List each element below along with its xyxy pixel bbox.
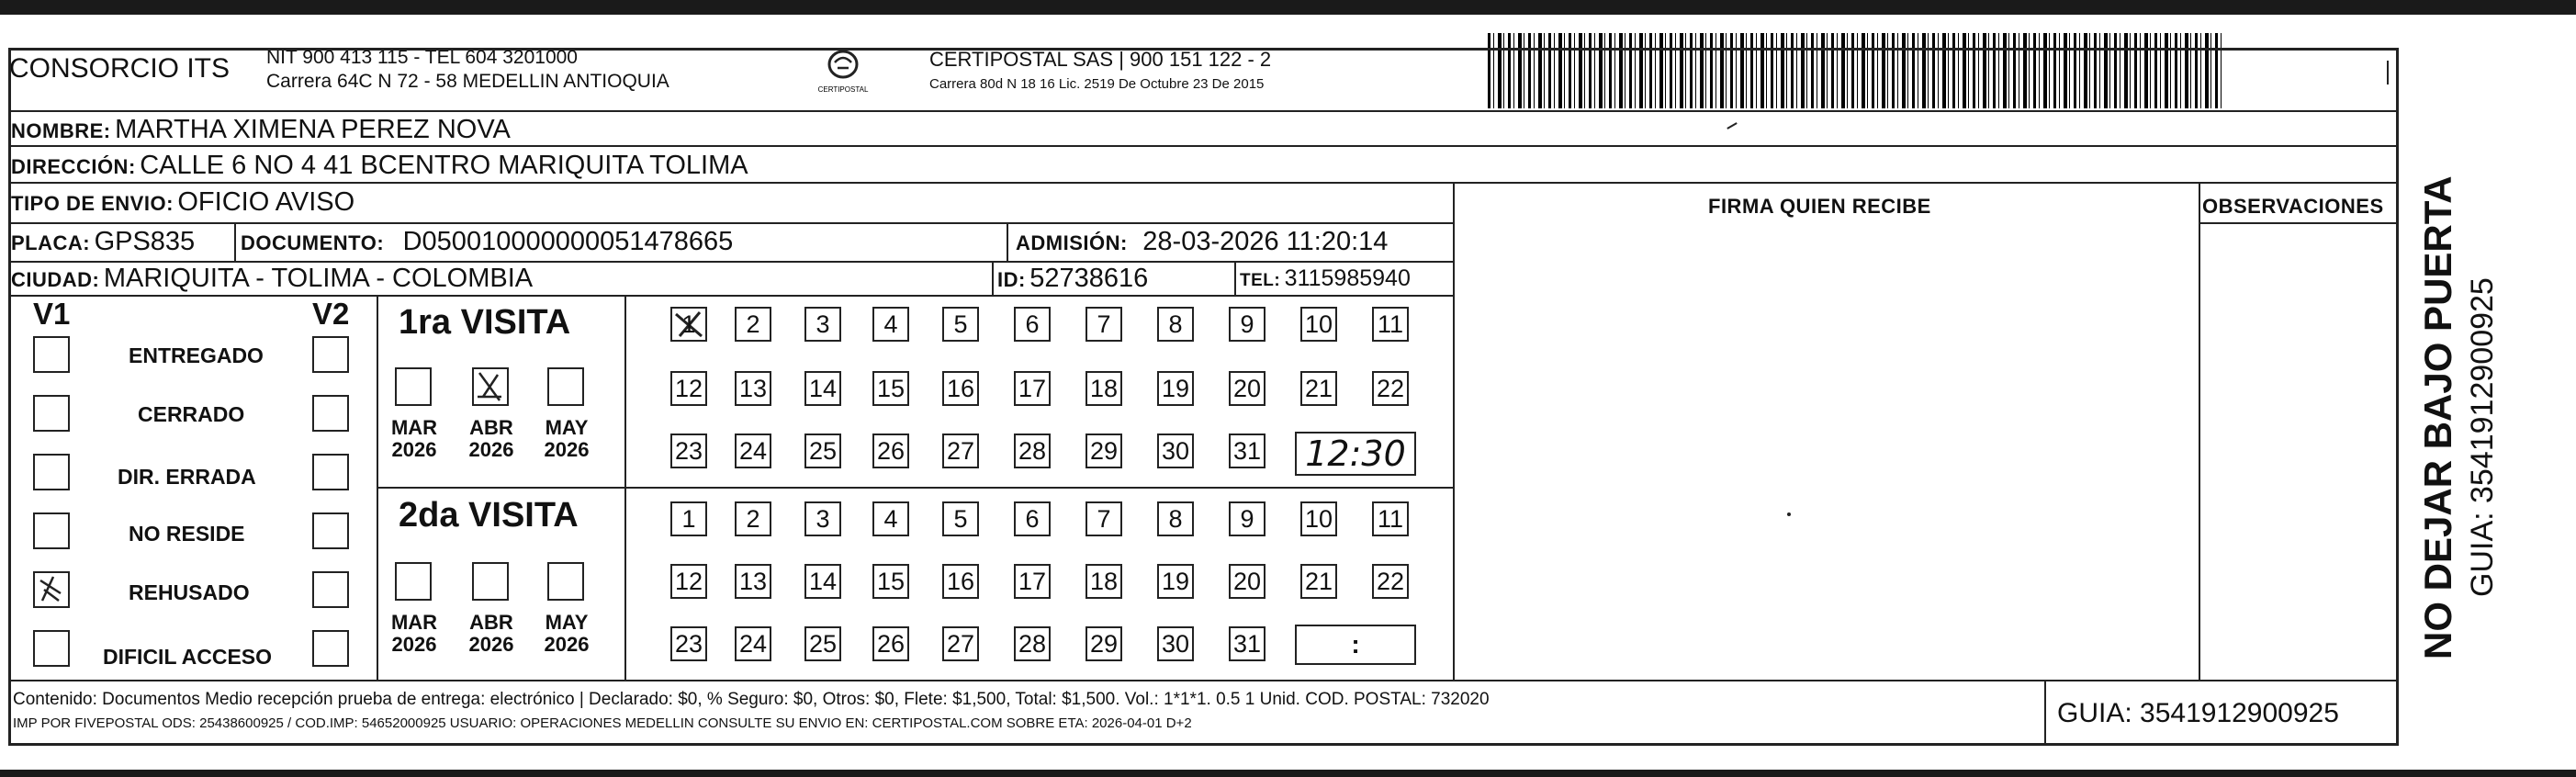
visit2-day-7[interactable]: 7 bbox=[1086, 501, 1122, 536]
ciudad-value: MARIQUITA - TOLIMA - COLOMBIA bbox=[103, 264, 534, 293]
v1-no-reside-checkbox[interactable] bbox=[33, 512, 70, 549]
id-value: 52738616 bbox=[1029, 264, 1149, 293]
visit1-day-11[interactable]: 11 bbox=[1372, 307, 1409, 342]
visit1-day-8[interactable]: 8 bbox=[1157, 307, 1194, 342]
observaciones-label: OBSERVACIONES bbox=[2202, 195, 2384, 218]
rule bbox=[234, 222, 236, 261]
visit1-day-17[interactable]: 17 bbox=[1014, 371, 1051, 406]
rule bbox=[8, 680, 2399, 681]
v1-rehusado-checkbox[interactable] bbox=[33, 571, 70, 608]
guia-box: GUIA: 3541912900925 bbox=[2057, 698, 2339, 728]
visit1-day-25[interactable]: 25 bbox=[804, 434, 841, 468]
rule bbox=[1453, 182, 1455, 680]
status-dificil-acceso: DIFICIL ACCESO bbox=[103, 645, 273, 669]
rule bbox=[8, 222, 1453, 224]
contenido-line: Contenido: Documentos Medio recepción prueba de entrega: electrónico | Declarado: $0, % Seguro: $0, Otros: $0, Flete: $1,500, Total: $1,500. Vol.: 1*1*1. 0.5 1 Unid. COD. POSTAL: 732020 bbox=[13, 690, 1490, 709]
rule bbox=[1007, 222, 1008, 261]
visit1-month-mar-checkbox[interactable] bbox=[395, 367, 432, 406]
rule bbox=[8, 110, 2399, 112]
visit2-month-may-checkbox[interactable] bbox=[547, 562, 584, 601]
visit2-day-11[interactable]: 11 bbox=[1372, 501, 1409, 536]
visit2-day-21[interactable]: 21 bbox=[1300, 564, 1337, 599]
rule bbox=[2199, 182, 2200, 680]
company-name: CONSORCIO ITS bbox=[9, 53, 231, 84]
direccion-value: CALLE 6 NO 4 41 BCENTRO MARIQUITA TOLIMA bbox=[140, 151, 748, 180]
day-number: 1 bbox=[681, 310, 696, 338]
visit2-day-14[interactable]: 14 bbox=[804, 564, 841, 599]
visit2-month-abr-checkbox[interactable] bbox=[472, 562, 509, 601]
visit1-day-30[interactable]: 30 bbox=[1157, 434, 1194, 468]
documento-label: DOCUMENTO: bbox=[241, 231, 385, 254]
visit2-month-mar-checkbox[interactable] bbox=[395, 562, 432, 601]
visit2-day-3[interactable]: 3 bbox=[804, 501, 841, 536]
visit2-time-box[interactable] bbox=[1295, 625, 1416, 665]
visit1-day-4[interactable]: 4 bbox=[872, 307, 909, 342]
visit1-day-7[interactable]: 7 bbox=[1086, 307, 1122, 342]
rule bbox=[1234, 261, 1236, 295]
visit2-day-23[interactable]: 23 bbox=[670, 626, 707, 661]
visit1-day-21[interactable]: 21 bbox=[1300, 371, 1337, 406]
v2-rehusado-checkbox[interactable] bbox=[312, 571, 349, 608]
v1-dificil-acceso-checkbox[interactable] bbox=[33, 630, 70, 667]
tipo-envio-value: OFICIO AVISO bbox=[177, 187, 355, 217]
tipo-envio-row bbox=[11, 189, 354, 216]
visit2-day-24[interactable]: 24 bbox=[735, 626, 771, 661]
visit1-day-29[interactable]: 29 bbox=[1086, 434, 1122, 468]
admision-label: ADMISIÓN: bbox=[1016, 231, 1128, 254]
direccion-row bbox=[11, 152, 748, 179]
stray-dot bbox=[1787, 512, 1791, 516]
status-rehusado: REHUSADO bbox=[129, 580, 250, 604]
visit2-day-31[interactable]: 31 bbox=[1229, 626, 1266, 661]
visit1-month-abr: ABR 2026 bbox=[468, 416, 514, 462]
visit1-month-may-checkbox[interactable] bbox=[547, 367, 584, 406]
nit-line: NIT 900 413 115 - TEL 604 3201000 bbox=[266, 47, 578, 68]
v1-entregado-checkbox[interactable] bbox=[33, 336, 70, 373]
v1-label: V1 bbox=[33, 297, 71, 331]
visit2-day-10[interactable]: 10 bbox=[1300, 501, 1337, 536]
visit1-month-mar: MAR 2026 bbox=[390, 416, 438, 462]
visit2-day-15[interactable]: 15 bbox=[872, 564, 909, 599]
rule bbox=[992, 261, 994, 295]
v2-dificil-acceso-checkbox[interactable] bbox=[312, 630, 349, 667]
svg-text:CERTIPOSTAL: CERTIPOSTAL bbox=[817, 85, 869, 94]
visit1-day-5[interactable]: 5 bbox=[942, 307, 979, 342]
visit1-day-1[interactable] bbox=[670, 307, 707, 342]
rule bbox=[2199, 222, 2399, 224]
placa-row bbox=[11, 229, 195, 255]
visit1-day-18[interactable]: 18 bbox=[1086, 371, 1122, 406]
admision-row bbox=[1016, 229, 1388, 255]
visit2-day-12[interactable]: 12 bbox=[670, 564, 707, 599]
visit1-month-abr-checkbox[interactable] bbox=[472, 367, 509, 406]
placa-value: GPS835 bbox=[94, 227, 196, 256]
visit1-day-23[interactable]: 23 bbox=[670, 434, 707, 468]
direccion-label: DIRECCIÓN: bbox=[11, 155, 136, 178]
visit1-month-may: MAY 2026 bbox=[544, 416, 590, 462]
visit2-day-9[interactable]: 9 bbox=[1229, 501, 1266, 536]
placa-label: PLACA: bbox=[11, 231, 91, 254]
visit2-time: : bbox=[1351, 630, 1360, 659]
visit2-day-20[interactable]: 20 bbox=[1229, 564, 1266, 599]
license-line: Carrera 80d N 18 16 Lic. 2519 De Octubre 23 De 2015 bbox=[929, 76, 1265, 92]
visit2-month-mar: MAR 2026 bbox=[390, 611, 438, 657]
v1-dir-errada-checkbox[interactable] bbox=[33, 454, 70, 490]
visit1-day-9[interactable]: 9 bbox=[1229, 307, 1266, 342]
rule bbox=[8, 295, 1453, 297]
second-visit-label: 2da VISITA bbox=[399, 496, 579, 535]
visit2-day-1[interactable]: 1 bbox=[670, 501, 707, 536]
top-black-border bbox=[0, 0, 2576, 15]
handwritten-check-icon bbox=[474, 369, 507, 404]
status-no-reside: NO RESIDE bbox=[129, 522, 245, 546]
firma-label: FIRMA QUIEN RECIBE bbox=[1708, 195, 1931, 218]
visit2-day-19[interactable]: 19 bbox=[1157, 564, 1194, 599]
v2-label: V2 bbox=[312, 297, 350, 331]
first-visit-label: 1ra VISITA bbox=[399, 303, 571, 342]
visit2-day-6[interactable]: 6 bbox=[1014, 501, 1051, 536]
visit1-day-22[interactable]: 22 bbox=[1372, 371, 1409, 406]
rule bbox=[377, 295, 378, 680]
ciudad-row bbox=[11, 265, 533, 292]
v2-entregado-checkbox[interactable] bbox=[312, 336, 349, 373]
visit1-day-2[interactable]: 2 bbox=[735, 307, 771, 342]
status-dir-errada: DIR. ERRADA bbox=[118, 465, 256, 489]
rule bbox=[2044, 680, 2046, 746]
v1-cerrado-checkbox[interactable] bbox=[33, 395, 70, 432]
visit2-day-16[interactable]: 16 bbox=[942, 564, 979, 599]
status-cerrado: CERRADO bbox=[138, 402, 245, 426]
visit1-time: 12:30 bbox=[1305, 434, 1406, 474]
visit2-day-28[interactable]: 28 bbox=[1014, 626, 1051, 661]
rule bbox=[8, 145, 2399, 147]
documento-value: D050010000000051478665 bbox=[402, 227, 734, 256]
no-dejar-bajo-puerta: NO DEJAR BAJO PUERTA bbox=[2416, 175, 2459, 659]
v2-dir-errada-checkbox[interactable] bbox=[312, 454, 349, 490]
ciudad-label: CIUDAD: bbox=[11, 268, 100, 291]
visit1-day-3[interactable]: 3 bbox=[804, 307, 841, 342]
visit2-day-4[interactable]: 4 bbox=[872, 501, 909, 536]
visit1-day-20[interactable]: 20 bbox=[1229, 371, 1266, 406]
id-row bbox=[997, 265, 1148, 292]
admision-value: 28-03-2026 11:20:14 bbox=[1142, 227, 1389, 256]
visit1-time-box[interactable] bbox=[1295, 432, 1416, 476]
visit1-day-15[interactable]: 15 bbox=[872, 371, 909, 406]
visit1-day-19[interactable]: 19 bbox=[1157, 371, 1194, 406]
visit2-day-13[interactable]: 13 bbox=[735, 564, 771, 599]
visit2-day-27[interactable]: 27 bbox=[942, 626, 979, 661]
visit1-day-26[interactable]: 26 bbox=[872, 434, 909, 468]
status-entregado: ENTREGADO bbox=[129, 343, 264, 367]
side-guia: GUIA: 3541912900925 bbox=[2465, 277, 2500, 597]
nombre-row bbox=[11, 117, 511, 143]
certipostal-line: CERTIPOSTAL SAS | 900 151 122 - 2 bbox=[929, 48, 1272, 71]
visit2-month-abr: ABR 2026 bbox=[468, 611, 514, 657]
visit1-day-31[interactable]: 31 bbox=[1229, 434, 1266, 468]
id-label: ID: bbox=[997, 268, 1026, 291]
visit1-day-6[interactable]: 6 bbox=[1014, 307, 1051, 342]
visit2-day-17[interactable]: 17 bbox=[1014, 564, 1051, 599]
handwritten-check-icon bbox=[35, 573, 68, 606]
v2-no-reside-checkbox[interactable] bbox=[312, 512, 349, 549]
visit2-day-25[interactable]: 25 bbox=[804, 626, 841, 661]
tel-label: TEL: bbox=[1240, 271, 1281, 290]
visit2-day-29[interactable]: 29 bbox=[1086, 626, 1122, 661]
visit1-day-16[interactable]: 16 bbox=[942, 371, 979, 406]
bottom-black-border bbox=[0, 770, 2576, 777]
visit2-day-2[interactable]: 2 bbox=[735, 501, 771, 536]
rule bbox=[377, 487, 1453, 489]
visit1-day-27[interactable]: 27 bbox=[942, 434, 979, 468]
tel-value: 3115985940 bbox=[1284, 265, 1411, 291]
visit2-day-22[interactable]: 22 bbox=[1372, 564, 1409, 599]
documento-row bbox=[241, 229, 733, 255]
nombre-label: NOMBRE: bbox=[11, 119, 111, 142]
visit2-day-8[interactable]: 8 bbox=[1157, 501, 1194, 536]
v2-cerrado-checkbox[interactable] bbox=[312, 395, 349, 432]
tipo-envio-label: TIPO DE ENVIO: bbox=[11, 192, 174, 215]
visit2-month-may: MAY 2026 bbox=[544, 611, 590, 657]
visit1-day-14[interactable]: 14 bbox=[804, 371, 841, 406]
visit1-day-13[interactable]: 13 bbox=[735, 371, 771, 406]
rule bbox=[624, 295, 626, 680]
visit1-day-24[interactable]: 24 bbox=[735, 434, 771, 468]
visit2-day-26[interactable]: 26 bbox=[872, 626, 909, 661]
visit1-day-28[interactable]: 28 bbox=[1014, 434, 1051, 468]
visit1-day-10[interactable]: 10 bbox=[1300, 307, 1337, 342]
rule bbox=[8, 261, 1453, 263]
visit2-day-18[interactable]: 18 bbox=[1086, 564, 1122, 599]
rule bbox=[8, 182, 2399, 184]
visit2-day-30[interactable]: 30 bbox=[1157, 626, 1194, 661]
visit2-day-5[interactable]: 5 bbox=[942, 501, 979, 536]
nombre-value: MARTHA XIMENA PEREZ NOVA bbox=[115, 115, 511, 144]
company-address: Carrera 64C N 72 - 58 MEDELLIN ANTIOQUIA bbox=[266, 71, 669, 92]
visit1-day-12[interactable]: 12 bbox=[670, 371, 707, 406]
imp-line: IMP POR FIVEPOSTAL ODS: 25438600925 / COD.IMP: 54652000925 USUARIO: OPERACIONES MEDELLIN CONSULTE SU ENVIO EN: CERTIPOSTAL.COM SOBRE ETA: 2026-04-01 D+2 bbox=[13, 715, 1192, 731]
tel-row bbox=[1240, 267, 1411, 290]
